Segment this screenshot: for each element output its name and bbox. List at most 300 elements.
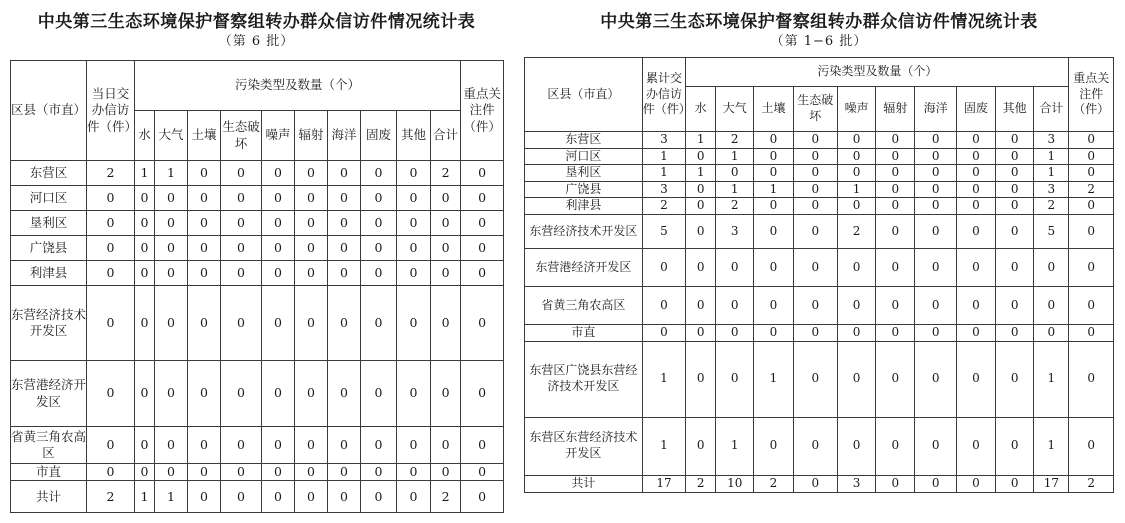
district-name-cell: 河口区 [525,148,643,165]
value-cell: 0 [328,286,361,361]
value-cell: 0 [328,186,361,211]
value-cell: 0 [793,214,837,248]
value-cell: 0 [915,324,956,341]
value-cell: 0 [221,186,262,211]
value-cell: 0 [135,464,155,481]
header-type-air: 大气 [155,111,188,161]
value-cell: 0 [155,464,188,481]
value-cell: 1 [686,165,716,182]
value-cell: 0 [397,286,431,361]
value-cell: 0 [135,286,155,361]
value-cell: 0 [1069,148,1114,165]
value-cell: 0 [461,361,504,427]
value-cell: 0 [793,148,837,165]
table-row [525,341,1114,417]
district-name-cell: 垦利区 [525,165,643,182]
value-cell: 0 [754,324,793,341]
value-cell: 0 [361,481,397,513]
value-cell: 0 [838,165,876,182]
header-type-marine: 海洋 [328,111,361,161]
value-cell: 0 [642,286,685,324]
value-cell: 0 [686,286,716,324]
value-cell: 0 [686,214,716,248]
district-name-cell: 省黄三角农高区 [525,286,643,324]
table-row [525,132,1114,149]
value-cell: 0 [461,161,504,186]
value-cell: 0 [1069,248,1114,286]
table-row [525,181,1114,198]
value-cell: 0 [295,481,328,513]
value-cell: 1 [754,341,793,417]
value-cell: 0 [754,148,793,165]
district-name-cell: 利津县 [11,261,87,286]
value-cell: 0 [461,211,504,236]
header-type-noise: 噪声 [838,87,876,132]
value-cell: 0 [461,186,504,211]
value-cell: 0 [87,261,135,286]
value-cell: 0 [642,248,685,286]
value-cell: 0 [328,261,361,286]
value-cell: 0 [295,286,328,361]
table-row [525,248,1114,286]
value-cell: 0 [793,165,837,182]
value-cell: 0 [461,261,504,286]
value-cell: 0 [996,475,1034,492]
value-cell: 0 [838,132,876,149]
value-cell: 1 [838,181,876,198]
value-cell: 0 [397,211,431,236]
header-type-water: 水 [135,111,155,161]
value-cell: 0 [956,324,995,341]
header-district: 区县（市直） [525,58,643,132]
value-cell: 0 [155,236,188,261]
value-cell: 0 [87,464,135,481]
value-cell: 0 [716,165,754,182]
table-row [11,427,504,464]
value-cell: 0 [221,161,262,186]
value-cell: 0 [328,211,361,236]
value-cell: 0 [188,161,221,186]
value-cell: 0 [262,361,295,427]
value-cell: 1 [716,181,754,198]
header-type-soil: 土壤 [754,87,793,132]
value-cell: 0 [716,324,754,341]
value-cell: 0 [996,148,1034,165]
value-cell: 0 [754,286,793,324]
value-cell: 0 [328,464,361,481]
value-cell: 0 [87,186,135,211]
value-cell: 0 [397,427,431,464]
value-cell: 0 [328,361,361,427]
table-row [525,475,1114,492]
value-cell: 0 [155,261,188,286]
district-name-cell: 共计 [525,475,643,492]
value-cell: 0 [754,132,793,149]
value-cell: 1 [155,161,188,186]
value-cell: 2 [716,198,754,215]
value-cell: 0 [915,286,956,324]
value-cell: 0 [996,132,1034,149]
value-cell: 1 [1034,417,1069,475]
value-cell: 0 [915,341,956,417]
value-cell: 0 [262,427,295,464]
header-type-ecology: 生态破坏 [793,87,837,132]
value-cell: 0 [915,132,956,149]
value-cell: 0 [431,427,461,464]
table-row [11,286,504,361]
value-cell: 0 [155,361,188,427]
value-cell: 0 [431,464,461,481]
stats-table [10,60,504,513]
district-name-cell: 东营区 [11,161,87,186]
value-cell: 0 [754,165,793,182]
value-cell: 0 [461,236,504,261]
value-cell: 0 [397,261,431,286]
value-cell: 0 [221,464,262,481]
table-row [11,481,504,513]
header-type-soil: 土壤 [188,111,221,161]
value-cell: 0 [956,148,995,165]
value-cell: 0 [1034,286,1069,324]
value-cell: 0 [155,186,188,211]
header-type-noise: 噪声 [262,111,295,161]
value-cell: 0 [361,261,397,286]
value-cell: 0 [956,214,995,248]
value-cell: 0 [221,286,262,361]
value-cell: 0 [135,211,155,236]
value-cell: 0 [361,236,397,261]
value-cell: 0 [188,261,221,286]
value-cell: 2 [838,214,876,248]
district-name-cell: 共计 [11,481,87,513]
value-cell: 1 [642,417,685,475]
value-cell: 0 [686,248,716,286]
table-row [11,186,504,211]
value-cell: 0 [135,186,155,211]
value-cell: 1 [716,148,754,165]
value-cell: 2 [642,198,685,215]
value-cell: 0 [431,211,461,236]
value-cell: 0 [915,148,956,165]
value-cell: 0 [295,427,328,464]
value-cell: 0 [686,198,716,215]
value-cell: 3 [1034,132,1069,149]
value-cell: 0 [838,417,876,475]
value-cell: 0 [915,248,956,286]
value-cell: 0 [87,236,135,261]
table-row [11,464,504,481]
header-focus-cases: 重点关注件（件） [461,61,504,161]
value-cell: 1 [1034,341,1069,417]
value-cell: 0 [793,198,837,215]
value-cell: 3 [838,475,876,492]
value-cell: 0 [155,211,188,236]
value-cell: 0 [915,181,956,198]
value-cell: 0 [262,211,295,236]
value-cell: 0 [361,361,397,427]
value-cell: 0 [876,286,915,324]
value-cell: 0 [956,248,995,286]
value-cell: 0 [876,198,915,215]
value-cell: 0 [642,324,685,341]
table-title: 中央第三生态环境保护督察组转办群众信访件情况统计表 [37,12,476,32]
value-cell: 0 [956,181,995,198]
value-cell: 0 [461,481,504,513]
value-cell: 0 [87,286,135,361]
value-cell: 0 [754,198,793,215]
value-cell: 0 [956,132,995,149]
value-cell: 0 [716,248,754,286]
value-cell: 0 [135,236,155,261]
value-cell: 5 [642,214,685,248]
value-cell: 0 [1069,214,1114,248]
value-cell: 10 [716,475,754,492]
header-cumulative-count: 累计交办信访件（件） [642,58,685,132]
value-cell: 0 [876,417,915,475]
table-title: 中央第三生态环境保护督察组转办群众信访件情况统计表 [600,12,1038,32]
district-name-cell: 东营区广饶县东营经济技术开发区 [525,341,643,417]
value-cell: 0 [461,427,504,464]
table-row [11,261,504,286]
value-cell: 0 [915,165,956,182]
value-cell: 0 [431,186,461,211]
value-cell: 0 [188,236,221,261]
header-type-marine: 海洋 [915,87,956,132]
value-cell: 0 [221,236,262,261]
value-cell: 0 [996,181,1034,198]
value-cell: 0 [431,361,461,427]
value-cell: 0 [135,361,155,427]
value-cell: 0 [295,464,328,481]
value-cell: 0 [956,341,995,417]
value-cell: 1 [686,132,716,149]
table-row [525,148,1114,165]
value-cell: 1 [135,481,155,513]
table-row [525,198,1114,215]
value-cell: 0 [686,341,716,417]
value-cell: 0 [397,464,431,481]
value-cell: 0 [262,236,295,261]
table-row [525,165,1114,182]
value-cell: 0 [262,481,295,513]
district-name-cell: 东营区 [525,132,643,149]
header-type-ecology: 生态破坏 [221,111,262,161]
value-cell: 0 [793,475,837,492]
header-type-other: 其他 [996,87,1034,132]
value-cell: 0 [1069,341,1114,417]
table-row [11,236,504,261]
value-cell: 1 [754,181,793,198]
value-cell: 2 [686,475,716,492]
value-cell: 0 [295,361,328,427]
value-cell: 0 [996,198,1034,215]
value-cell: 0 [754,214,793,248]
header-daily-count: 当日交办信访件（件） [87,61,135,161]
value-cell: 0 [262,261,295,286]
value-cell: 0 [188,427,221,464]
value-cell: 1 [716,417,754,475]
value-cell: 0 [221,261,262,286]
value-cell: 3 [716,214,754,248]
value-cell: 0 [461,286,504,361]
value-cell: 0 [686,417,716,475]
district-name-cell: 东营区东营经济技术开发区 [525,417,643,475]
table-panel-batch-6 [10,0,503,513]
value-cell: 0 [996,165,1034,182]
district-name-cell: 东营港经济开发区 [11,361,87,427]
district-name-cell: 广饶县 [11,236,87,261]
value-cell: 0 [956,286,995,324]
value-cell: 0 [188,464,221,481]
value-cell: 0 [1069,324,1114,341]
value-cell: 0 [431,236,461,261]
header-focus-cases: 重点关注件（件） [1069,58,1114,132]
value-cell: 0 [397,236,431,261]
value-cell: 0 [1069,417,1114,475]
value-cell: 0 [155,286,188,361]
value-cell: 17 [642,475,685,492]
value-cell: 0 [361,211,397,236]
value-cell: 3 [642,132,685,149]
value-cell: 3 [642,181,685,198]
district-name-cell: 东营经济技术开发区 [525,214,643,248]
value-cell: 0 [87,361,135,427]
header-type-other: 其他 [397,111,431,161]
value-cell: 0 [686,148,716,165]
value-cell: 0 [461,464,504,481]
value-cell: 0 [876,148,915,165]
value-cell: 0 [996,248,1034,286]
value-cell: 0 [876,475,915,492]
value-cell: 0 [328,236,361,261]
value-cell: 0 [956,475,995,492]
value-cell: 0 [956,198,995,215]
value-cell: 0 [996,214,1034,248]
value-cell: 0 [221,481,262,513]
table-row [525,214,1114,248]
header-type-air: 大气 [716,87,754,132]
value-cell: 0 [996,286,1034,324]
table-row [525,417,1114,475]
value-cell: 0 [262,286,295,361]
header-pollution-types: 污染类型及数量（个） [686,58,1069,87]
value-cell: 0 [1069,286,1114,324]
value-cell: 0 [155,427,188,464]
value-cell: 2 [431,481,461,513]
value-cell: 0 [188,186,221,211]
table-subtitle: （第 6 批） [218,34,295,49]
value-cell: 0 [431,261,461,286]
value-cell: 0 [1069,132,1114,149]
value-cell: 0 [295,261,328,286]
district-name-cell: 垦利区 [11,211,87,236]
value-cell: 0 [328,481,361,513]
value-cell: 0 [295,236,328,261]
value-cell: 0 [876,341,915,417]
table-row [525,286,1114,324]
value-cell: 0 [188,211,221,236]
value-cell: 0 [793,286,837,324]
table-row [525,324,1114,341]
value-cell: 2 [1069,181,1114,198]
value-cell: 0 [188,286,221,361]
header-district: 区县（市直） [11,61,87,161]
table-subtitle: （第 1−6 批） [770,34,868,49]
value-cell: 0 [876,324,915,341]
value-cell: 0 [838,286,876,324]
value-cell: 0 [361,186,397,211]
table-row [11,361,504,427]
value-cell: 0 [686,181,716,198]
value-cell: 0 [686,324,716,341]
value-cell: 0 [876,181,915,198]
district-name-cell: 市直 [11,464,87,481]
district-name-cell: 利津县 [525,198,643,215]
value-cell: 0 [295,211,328,236]
district-name-cell: 河口区 [11,186,87,211]
value-cell: 0 [915,417,956,475]
value-cell: 0 [793,324,837,341]
value-cell: 0 [221,427,262,464]
value-cell: 1 [642,148,685,165]
header-pollution-types: 污染类型及数量（个） [135,61,461,111]
value-cell: 0 [793,248,837,286]
value-cell: 0 [1034,324,1069,341]
value-cell: 2 [754,475,793,492]
value-cell: 0 [87,427,135,464]
value-cell: 0 [838,148,876,165]
district-name-cell: 东营经济技术开发区 [11,286,87,361]
value-cell: 0 [956,165,995,182]
value-cell: 0 [1069,198,1114,215]
value-cell: 0 [876,248,915,286]
value-cell: 0 [361,286,397,361]
value-cell: 2 [1034,198,1069,215]
table-row [11,161,504,186]
value-cell: 0 [221,211,262,236]
value-cell: 0 [915,214,956,248]
value-cell: 0 [188,361,221,427]
value-cell: 0 [754,417,793,475]
value-cell: 1 [135,161,155,186]
table-panel-batch-1-6 [524,0,1114,493]
value-cell: 1 [1034,148,1069,165]
value-cell: 0 [915,198,956,215]
value-cell: 0 [754,248,793,286]
value-cell: 0 [262,186,295,211]
value-cell: 0 [328,427,361,464]
value-cell: 0 [295,186,328,211]
value-cell: 0 [793,132,837,149]
district-name-cell: 广饶县 [525,181,643,198]
value-cell: 0 [262,161,295,186]
value-cell: 0 [876,165,915,182]
value-cell: 1 [155,481,188,513]
value-cell: 0 [1034,248,1069,286]
header-type-total: 合计 [431,111,461,161]
value-cell: 0 [361,427,397,464]
value-cell: 2 [716,132,754,149]
value-cell: 17 [1034,475,1069,492]
value-cell: 1 [1034,165,1069,182]
value-cell: 0 [838,248,876,286]
value-cell: 0 [915,475,956,492]
value-cell: 0 [996,417,1034,475]
value-cell: 0 [716,286,754,324]
value-cell: 0 [221,361,262,427]
header-type-solid-waste: 固废 [361,111,397,161]
header-type-solid-waste: 固废 [956,87,995,132]
